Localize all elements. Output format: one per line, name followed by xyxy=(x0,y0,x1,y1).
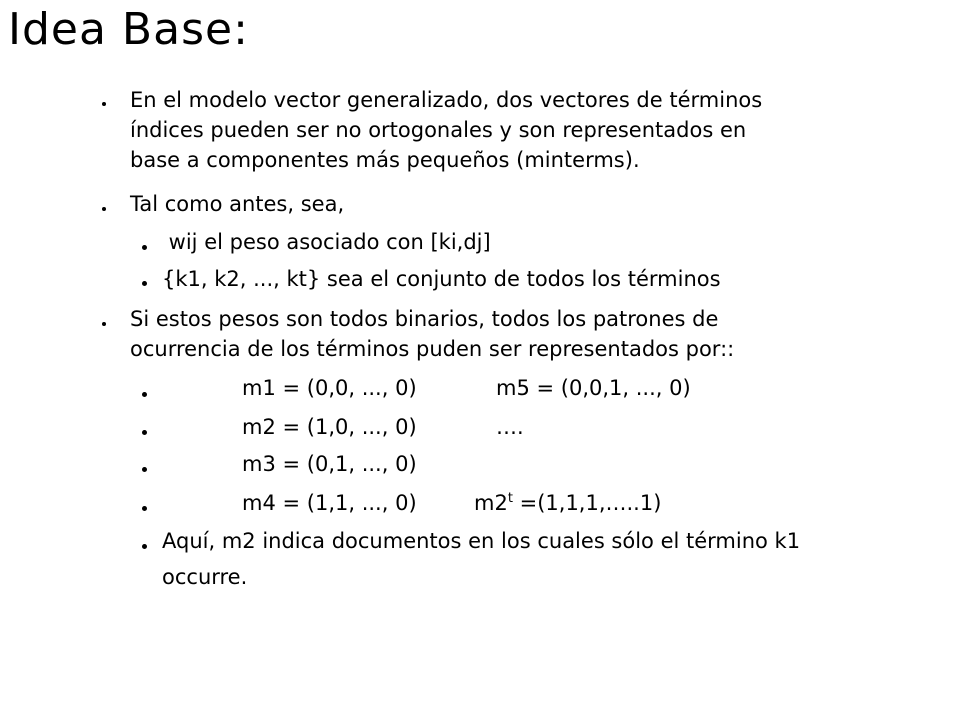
sub-bullet-dot xyxy=(142,430,147,435)
minterm-m5: m5 = (0,0,1, ..., 0) xyxy=(496,376,691,400)
sub-bullet-dot xyxy=(142,281,147,286)
sub-bullet-dot xyxy=(142,544,147,549)
minterm-m2t-superscript: t xyxy=(507,491,513,506)
bullet-dot xyxy=(102,207,106,211)
note-line-2: occurre. xyxy=(162,565,248,589)
minterm-m2t-value: =(1,1,1,…..1) xyxy=(512,491,662,515)
minterm-m2: m2 = (1,0, ..., 0) xyxy=(242,415,417,439)
sub-bullet-dot xyxy=(142,467,147,472)
sub-bullet-weight: wij el peso asociado con [ki,dj] xyxy=(162,230,491,254)
minterm-m2t xyxy=(474,489,661,521)
minterm-m1: m1 = (0,0, ..., 0) xyxy=(242,376,417,400)
note-line-1: Aquí, m2 indica documentos en los cuales sólo el término k1 xyxy=(162,529,801,553)
bullet-1-line-3: base a componentes más pequeños (minterms). xyxy=(130,148,640,172)
bullet-2-line-1: Tal como antes, sea, xyxy=(130,192,345,216)
sub-bullet-dot xyxy=(142,506,147,511)
minterm-ellipsis: …. xyxy=(496,415,524,439)
minterm-m3: m3 = (0,1, ..., 0) xyxy=(242,452,417,476)
page-title: Idea Base: xyxy=(8,4,249,55)
bullet-3-line-2: ocurrencia de los términos puden ser representados por:: xyxy=(130,337,735,361)
bullet-1-line-1: En el modelo vector generalizado, dos vectores de términos xyxy=(130,88,763,112)
sub-bullet-terms: {k1, k2, ..., kt} sea el conjunto de todos los términos xyxy=(162,267,721,291)
bullet-dot xyxy=(102,322,106,326)
minterm-m2t-base: m2 xyxy=(474,491,508,515)
bullet-1-line-2: índices pueden ser no ortogonales y son representados en xyxy=(130,118,747,142)
sub-bullet-dot xyxy=(142,245,147,250)
minterm-m4: m4 = (1,1, ..., 0) xyxy=(242,491,417,515)
sub-bullet-dot xyxy=(142,392,147,397)
bullet-dot xyxy=(102,102,106,106)
bullet-3-line-1: Si estos pesos son todos binarios, todos los patrones de xyxy=(130,307,719,331)
